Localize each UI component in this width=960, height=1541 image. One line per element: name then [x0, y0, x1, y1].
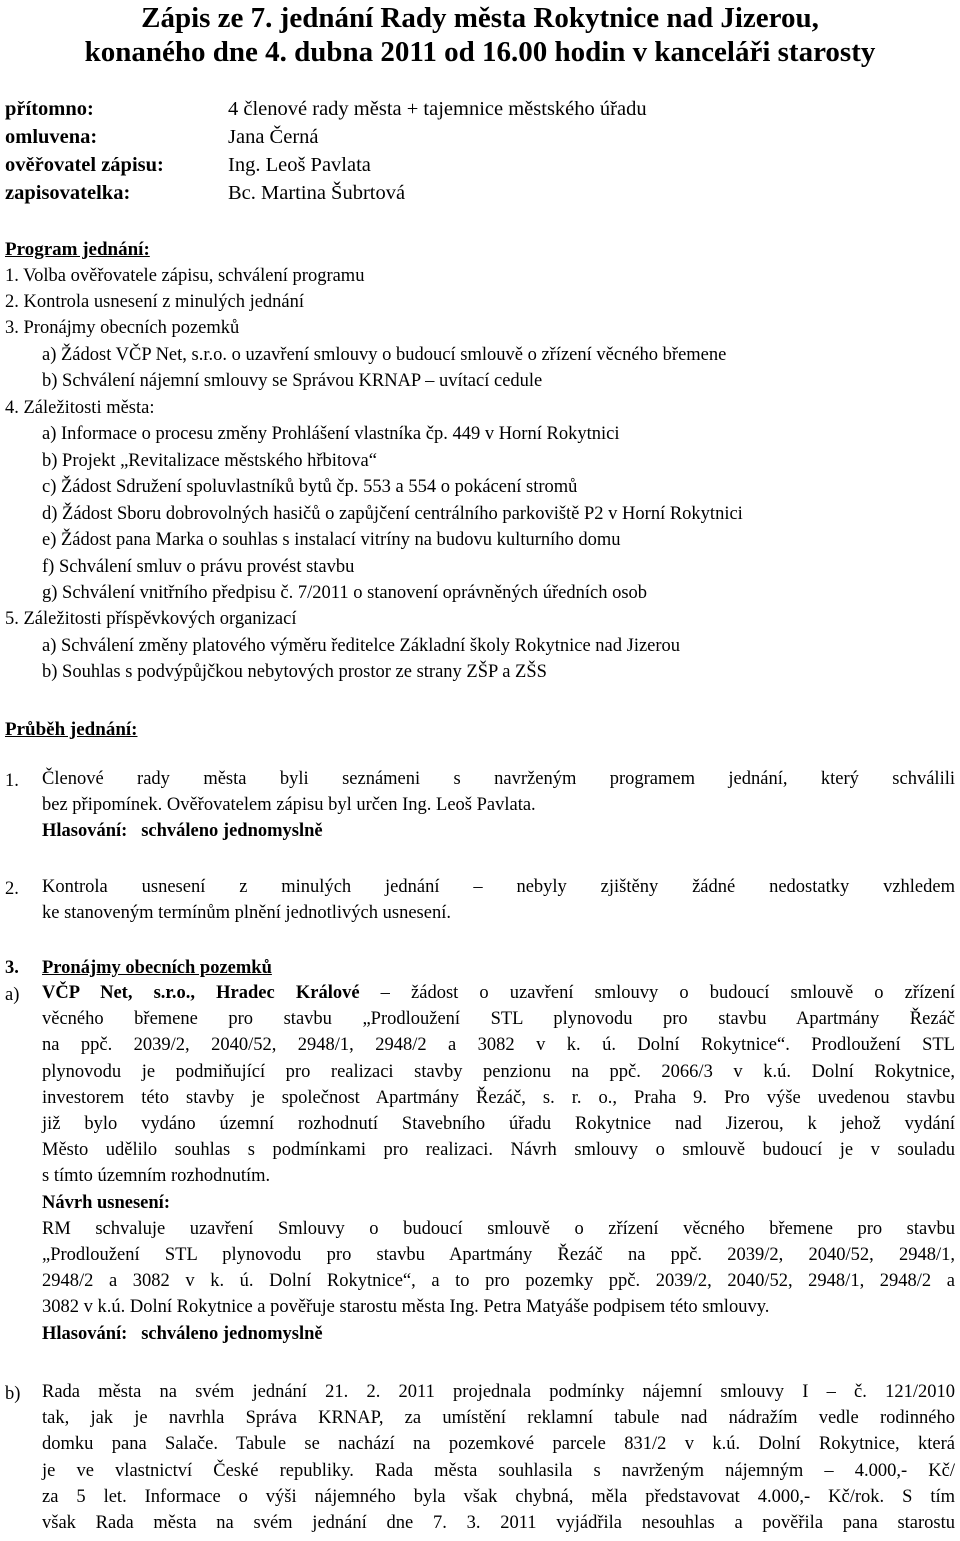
proposal-line: 2948/2 a 3082 v k. ú. Dolní Rokytnice“, a to pro pozemky ppč. 2039/2, 2040/52, 2948/1, 2948/2 a: [42, 1271, 955, 1292]
vote-result: Hlasování: schváleno jednomyslně: [42, 821, 323, 842]
attendance-label: přítomno:: [5, 98, 94, 120]
attendance-value: 4 členové rady města + tajemnice městského úřadu: [228, 98, 647, 120]
text-line: věcného břemene pro stavbu „Prodloužení STL plynovodu pro stavbu Apartmány Řezáč: [42, 1009, 955, 1030]
text-line: tak, jak je navrhla Správa KRNAP, za umístění reklamní tabule nad nádražím vedle rodinného: [42, 1408, 955, 1429]
text-line: bez připomínek. Ověřovatelem zápisu byl určen Ing. Leoš Pavlata.: [42, 795, 536, 816]
text-line: Rada města na svém jednání 21. 2. 2011 projednala podmínky nájemní smlouvy I – č. 121/2010: [42, 1382, 955, 1402]
program-subitem: e) Žádost pana Marka o souhlas s instalací vitríny na budovu kulturního domu: [42, 530, 621, 550]
attendance-value: Jana Černá: [228, 126, 319, 148]
attendance-value: Ing. Leoš Pavlata: [228, 154, 371, 176]
text-line: je ve vlastnictví České republiky. Rada města souhlasila s navrženým nájemným – 4.000,- Kč/: [42, 1460, 955, 1481]
item3a-text: [42, 980, 955, 1347]
program-subitem: g) Schválení vnitřního předpisu č. 7/2011 o stanovení oprávněných úředních osob: [42, 583, 648, 603]
program-item: 3. Pronájmy obecních pozemků: [5, 318, 240, 338]
program-subitem: a) Žádost VČP Net, s.r.o. o uzavření smlouvy o budoucí smlouvě o zřízení věcného břemene: [42, 345, 727, 365]
item-number: 2.: [5, 879, 19, 899]
program-item: 4. Záležitosti města:: [5, 398, 155, 418]
program-item: 5. Záležitosti příspěvkových organizací: [5, 609, 297, 629]
proposal-line: RM schvaluje uzavření Smlouvy o budoucí smlouvě o zřízení věcného břemene pro stavbu: [42, 1218, 955, 1239]
attendance-label: omluvena:: [5, 126, 98, 148]
program-subitem: b) Souhlas s podvýpůjčkou nebytových prostor ze strany ZŠP a ZŠS: [42, 662, 547, 682]
program-subitem: f) Schválení smluv o právu provést stavbu: [42, 557, 355, 577]
applicant-name: VČP Net, s.r.o., Hradec Králové: [42, 983, 360, 1003]
program-item: 1. Volba ověřovatele zápisu, schválení programu: [5, 266, 365, 286]
proposal-line: 3082 v k.ú. Dolní Rokytnice a pověřuje starostu města Ing. Petra Matyáše podpisem této smlouvy.: [42, 1297, 770, 1318]
attendance-label: ověřovatel zápisu:: [5, 154, 164, 176]
text-line: již bylo vydáno územní rozhodnutí Stavebního úřadu Rokytnice nad Jizerou, k jehož vydání: [42, 1114, 955, 1135]
item3b-text: [42, 1379, 955, 1536]
text-line-rest: – žádost o uzavření smlouvy o budoucí smlouvě o zřízení: [380, 983, 955, 1003]
proposal-line: „Prodloužení STL plynovodu pro stavbu Apartmány Řezáč na ppč. 2039/2, 2040/52, 2948/1,: [42, 1245, 955, 1266]
attendance-value: Bc. Martina Šubrtová: [228, 182, 406, 204]
program-subitem: a) Informace o procesu změny Prohlášení vlastníka čp. 449 v Horní Rokytnici: [42, 424, 620, 444]
text-line: ke stanoveným termínům plnění jednotlivých usnesení.: [42, 903, 451, 924]
attendance-labels: [5, 95, 164, 207]
text-line: domku pana Salače. Tabule se nachází na pozemkové parcele 831/2 v k.ú. Dolní Rokytnice, která: [42, 1434, 955, 1455]
item-number: 1.: [5, 771, 19, 791]
program-subitem: d) Žádost Sboru dobrovolných hasičů o zapůjčení centrálního parkoviště P2 v Horní Rokytnici: [42, 504, 743, 524]
attendance-values: [228, 95, 647, 207]
item3-title: Pronájmy obecních pozemků: [42, 958, 272, 978]
subitem-label: a): [5, 985, 20, 1005]
text-line: Kontrola usnesení z minulých jednání – nebyly zjištěny žádné nedostatky vzhledem: [42, 877, 955, 897]
attendance-label: zapisovatelka:: [5, 182, 131, 204]
program-item: 2. Kontrola usnesení z minulých jednání: [5, 292, 305, 312]
program-subitem: c) Žádost Sdružení spoluvlastníků bytů čp. 553 a 554 o pokácení stromů: [42, 477, 578, 497]
text-line: plynovodu je podmiňující pro realizaci stavby penzionu na ppč. 2066/3 v k.ú. Dolní Rokytnice,: [42, 1061, 955, 1082]
program-subitem: b) Schválení nájemní smlouvy se Správou KRNAP – uvítací cedule: [42, 371, 543, 391]
program-subitem: a) Schválení změny platového výměru ředitelce Základní školy Rokytnice nad Jizerou: [42, 636, 681, 656]
text-line: za 5 let. Informace o výši nájemného byla však chybná, měla představovat 4.000,- Kč/rok. S tím: [42, 1486, 955, 1507]
text-line: Město udělilo souhlas s podmínkami pro realizaci. Návrh smlouvy o smlouvě budoucí je v souladu: [42, 1140, 955, 1161]
program-heading: Program jednání:: [5, 239, 150, 260]
text-line: s tímto územním rozhodnutím.: [42, 1166, 271, 1187]
text-line: Členové rady města byli seznámeni s navrženým programem jednání, který schválili: [42, 769, 955, 789]
text-line: [42, 980, 955, 1006]
item1-text: [42, 766, 955, 845]
item-number: 3.: [5, 958, 19, 978]
text-line: však Rada města na svém jednání dne 7. 3. 2011 vyjádřila nesouhlas a pověřila pana starostu: [42, 1513, 955, 1534]
text-line: na ppč. 2039/2, 2040/52, 2948/1, 2948/2 a 3082 v k. ú. Dolní Rokytnice“. Prodloužení STL: [42, 1035, 955, 1056]
program-subitem: b) Projekt „Revitalizace městského hřbitova“: [42, 451, 377, 471]
proposal-heading: Návrh usnesení:: [42, 1192, 170, 1213]
subitem-label: b): [5, 1384, 21, 1404]
text-line: investorem této stavby je společnost Apartmány Řezáč, s. r. o., Praha 9. Pro výše uvedenou stavbu: [42, 1087, 955, 1108]
item2-text: [42, 874, 955, 926]
document-title-line1: Zápis ze 7. jednání Rady města Rokytnice nad Jizerou,: [141, 2, 819, 34]
vote-result: Hlasování: schváleno jednomyslně: [42, 1323, 323, 1344]
proceedings-heading: Průběh jednání:: [5, 719, 138, 740]
document-title-line2: konaného dne 4. dubna 2011 od 16.00 hodin v kanceláři starosty: [84, 36, 876, 68]
